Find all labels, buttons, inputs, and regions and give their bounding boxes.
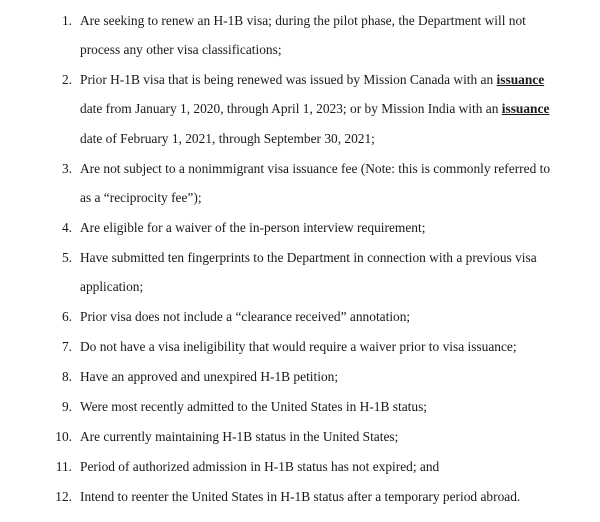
criteria-number: 9. xyxy=(61,399,72,415)
criteria-text-line: Period of authorized admission in H-1B status has not expired; and xyxy=(80,459,440,475)
criteria-text-line: Were most recently admitted to the United States in H-1B status; xyxy=(80,399,428,415)
criteria-text-line: Have an approved and unexpired H-1B petition; xyxy=(80,369,339,385)
criteria-number: 4. xyxy=(61,219,72,235)
criteria-number: 5. xyxy=(61,249,72,265)
emphasized-term: issuance xyxy=(496,72,545,88)
criteria-item xyxy=(0,392,600,421)
criteria-text-line xyxy=(80,65,570,94)
criteria-text-line: Are currently maintaining H-1B status in the United States; xyxy=(80,429,399,445)
criteria-item xyxy=(0,332,600,361)
criteria-text-line: process any other visa classifications; xyxy=(80,42,282,58)
criteria-text-line: Are eligible for a waiver of the in-person interview requirement; xyxy=(80,219,426,235)
criteria-number: 8. xyxy=(61,369,72,385)
text-segment: Prior H-1B visa that is being renewed was issued by Mission Canada with an xyxy=(80,72,497,88)
criteria-item xyxy=(0,154,600,212)
criteria-text-line: application; xyxy=(80,279,144,295)
criteria-number: 12. xyxy=(55,489,72,505)
criteria-item xyxy=(0,422,600,451)
criteria-item xyxy=(0,6,600,64)
criteria-number: 10. xyxy=(55,429,72,445)
criteria-text-line: date of February 1, 2021, through September 30, 2021; xyxy=(80,130,375,146)
emphasized-term: issuance xyxy=(501,101,550,117)
criteria-number: 7. xyxy=(61,339,72,355)
criteria-text-line: Intend to reenter the United States in H-1B status after a temporary period abroad. xyxy=(80,489,521,505)
criteria-item xyxy=(0,243,600,301)
criteria-item xyxy=(0,65,600,153)
criteria-number: 1. xyxy=(61,13,72,28)
criteria-text-line: Are seeking to renew an H-1B visa; during the pilot phase, the Department will not xyxy=(80,13,526,28)
criteria-item xyxy=(0,362,600,391)
criteria-number: 3. xyxy=(61,160,72,176)
criteria-number: 6. xyxy=(61,309,72,325)
eligibility-criteria-list xyxy=(0,6,600,511)
criteria-text-line: Do not have a visa ineligibility that would require a waiver prior to visa issuance; xyxy=(80,339,517,355)
criteria-text-line: Have submitted ten fingerprints to the Department in connection with a previous visa xyxy=(80,249,537,265)
criteria-text-line xyxy=(80,94,570,123)
criteria-text-line: as a “reciprocity fee”); xyxy=(80,189,202,205)
criteria-item xyxy=(0,302,600,331)
criteria-text-line: Prior visa does not include a “clearance received” annotation; xyxy=(80,309,411,325)
criteria-number: 11. xyxy=(55,459,72,475)
criteria-item xyxy=(0,213,600,242)
criteria-number: 2. xyxy=(61,72,72,88)
criteria-item xyxy=(0,452,600,481)
text-segment: date from January 1, 2020, through April 1, 2023; or by Mission India with an xyxy=(80,101,502,117)
criteria-text-line: Are not subject to a nonimmigrant visa issuance fee (Note: this is commonly referred to xyxy=(80,160,551,176)
criteria-item xyxy=(0,482,600,511)
